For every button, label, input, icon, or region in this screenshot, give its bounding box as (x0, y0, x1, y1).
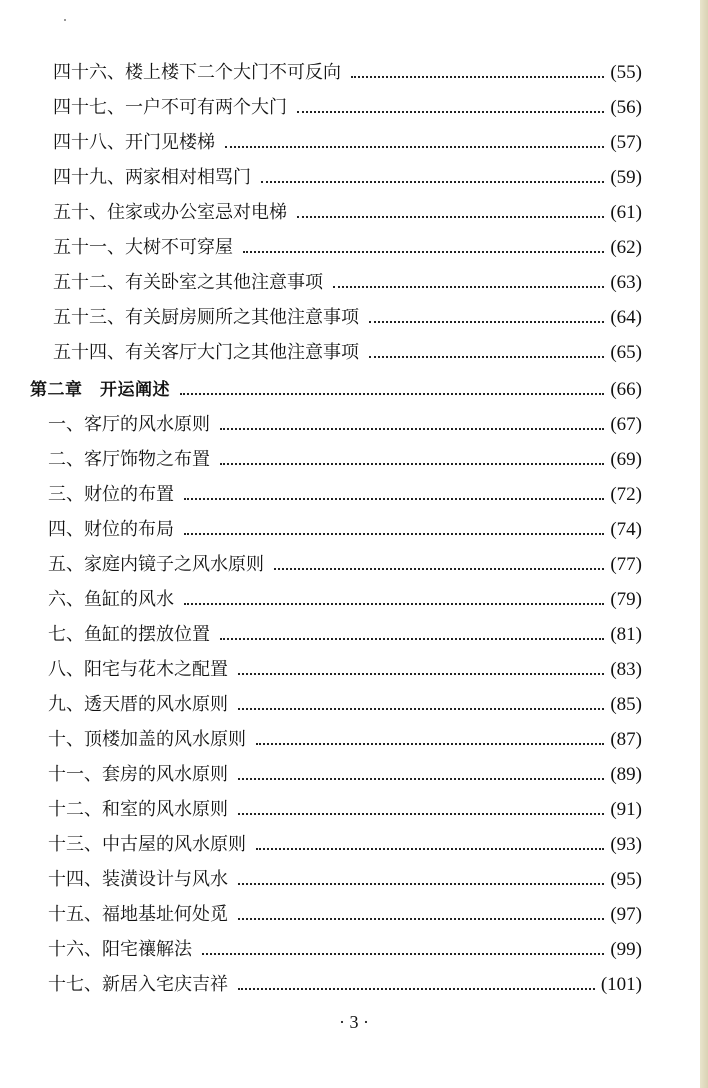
toc-entry-page: (93) (610, 834, 642, 855)
toc-entry-title: 二、客厅饰物之布置 (48, 449, 210, 470)
toc-entry[interactable] (0, 792, 708, 828)
toc-entry-page: (57) (610, 132, 642, 153)
toc-entry-page: (61) (610, 202, 642, 223)
dot-leader (238, 792, 604, 828)
toc-entry-page: (65) (610, 342, 642, 363)
toc-entry-page: (69) (610, 449, 642, 470)
toc-entry-title: 十一、套房的风水原则 (48, 764, 228, 785)
dot-leader (297, 195, 604, 231)
toc-entry-page: (62) (610, 237, 642, 258)
toc-entry[interactable] (0, 512, 708, 548)
toc-entry-page: (95) (610, 869, 642, 890)
toc-entry-page: (83) (610, 659, 642, 680)
toc-entry-page: (85) (610, 694, 642, 715)
dot-leader (256, 722, 604, 758)
toc-entry-title: 五十、住家或办公室忌对电梯 (53, 202, 287, 223)
toc-entry[interactable] (0, 862, 708, 898)
dot-leader (261, 160, 604, 196)
toc-entry[interactable] (0, 687, 708, 723)
toc-entry-page: (97) (610, 904, 642, 925)
toc-entry-page: (72) (610, 484, 642, 505)
toc-entry-page: (81) (610, 624, 642, 645)
toc-entry[interactable] (0, 195, 708, 231)
toc-entry-page: (74) (610, 519, 642, 540)
dot-leader (184, 512, 604, 548)
dot-leader (243, 230, 604, 266)
dot-leader (297, 90, 604, 126)
toc-chapter-heading[interactable] (0, 372, 708, 408)
ink-speck (64, 19, 66, 21)
toc-entry-page: (91) (610, 799, 642, 820)
dot-leader (238, 897, 604, 933)
toc-entry-page: (63) (610, 272, 642, 293)
toc-entry-title: 四十八、开门见楼梯 (53, 132, 215, 153)
toc-entry[interactable] (0, 757, 708, 793)
toc-entry-page: (56) (610, 97, 642, 118)
toc-entry-title: 七、鱼缸的摆放位置 (48, 624, 210, 645)
toc-entry-page: (99) (610, 939, 642, 960)
toc-entry-title: 六、鱼缸的风水 (48, 589, 174, 610)
toc-entry[interactable] (0, 300, 708, 336)
dot-leader (238, 652, 604, 688)
toc-entry[interactable] (0, 617, 708, 653)
page-number: · 3 · (339, 1012, 369, 1032)
toc-entry[interactable] (0, 265, 708, 301)
toc-entry-title: 五十一、大树不可穿屋 (53, 237, 233, 258)
toc-entry[interactable] (0, 827, 708, 863)
toc-entry-title: 四十九、两家相对相骂门 (53, 167, 251, 188)
dot-leader (220, 617, 604, 653)
toc-entry-page: (67) (610, 414, 642, 435)
dot-leader (225, 125, 604, 161)
toc-entry-title: 十六、阳宅禳解法 (48, 939, 192, 960)
toc-entry-title: 十、顶楼加盖的风水原则 (48, 729, 246, 750)
dot-leader (238, 967, 595, 1003)
toc-entry-title: 十五、福地基址何处觅 (48, 904, 228, 925)
toc-entry-page: (66) (610, 379, 642, 400)
toc-entry[interactable] (0, 897, 708, 933)
dot-leader (351, 55, 604, 91)
dot-leader (333, 265, 604, 301)
dot-leader (369, 335, 604, 371)
toc-entry-page: (55) (610, 62, 642, 83)
toc-entry-title: 一、客厅的风水原则 (48, 414, 210, 435)
toc-entry-title: 九、透天厝的风水原则 (48, 694, 228, 715)
dot-leader (238, 862, 604, 898)
toc-entry[interactable] (0, 582, 708, 618)
toc-entry-title: 三、财位的布置 (48, 484, 174, 505)
dot-leader (184, 477, 604, 513)
toc-entry-title: 四、财位的布局 (48, 519, 174, 540)
dot-leader (369, 300, 604, 336)
toc-entry-page: (64) (610, 307, 642, 328)
toc-entry-title: 十三、中古屋的风水原则 (48, 834, 246, 855)
toc-entry[interactable] (0, 230, 708, 266)
dot-leader (256, 827, 604, 863)
toc-entry[interactable] (0, 335, 708, 371)
dot-leader (220, 442, 604, 478)
toc-entry[interactable] (0, 55, 708, 91)
toc-entry-title: 四十六、楼上楼下二个大门不可反向 (53, 62, 341, 83)
toc-entry-title: 五、家庭内镜子之风水原则 (48, 554, 264, 575)
dot-leader (180, 372, 604, 408)
toc-entry-title: 八、阳宅与花木之配置 (48, 659, 228, 680)
toc-entry-title: 五十二、有关卧室之其他注意事项 (53, 272, 323, 293)
toc-entry[interactable] (0, 407, 708, 443)
toc-chapter-title: 第二章 开运阐述 (30, 380, 170, 400)
toc-entry-title: 十二、和室的风水原则 (48, 799, 228, 820)
toc-entry[interactable] (0, 90, 708, 126)
toc-entry-title: 四十七、一户不可有两个大门 (53, 97, 287, 118)
toc-entry-page: (59) (610, 167, 642, 188)
toc-entry[interactable] (0, 125, 708, 161)
toc-entry-page: (87) (610, 729, 642, 750)
toc-entry-title: 五十三、有关厨房厕所之其他注意事项 (53, 307, 359, 328)
toc-entry-page: (79) (610, 589, 642, 610)
dot-leader (184, 582, 604, 618)
toc-entry[interactable] (0, 547, 708, 583)
dot-leader (238, 687, 604, 723)
dot-leader (220, 407, 604, 443)
toc-entry[interactable] (0, 722, 708, 758)
toc-entry-page: (101) (600, 974, 642, 995)
dot-leader (274, 547, 604, 583)
toc-entry[interactable] (0, 442, 708, 478)
toc-entry[interactable] (0, 160, 708, 196)
toc-entry-page: (77) (610, 554, 642, 575)
toc-entry[interactable] (0, 932, 708, 968)
toc-entry-title: 十四、装潢设计与风水 (48, 869, 228, 890)
toc-entry-title: 十七、新居入宅庆吉祥 (48, 974, 228, 995)
toc-entry-title: 五十四、有关客厅大门之其他注意事项 (53, 342, 359, 363)
toc-entry[interactable] (0, 967, 708, 1003)
toc-entry[interactable] (0, 477, 708, 513)
toc-entry[interactable] (0, 652, 708, 688)
toc-entry-page: (89) (610, 764, 642, 785)
dot-leader (238, 757, 604, 793)
dot-leader (202, 932, 604, 968)
